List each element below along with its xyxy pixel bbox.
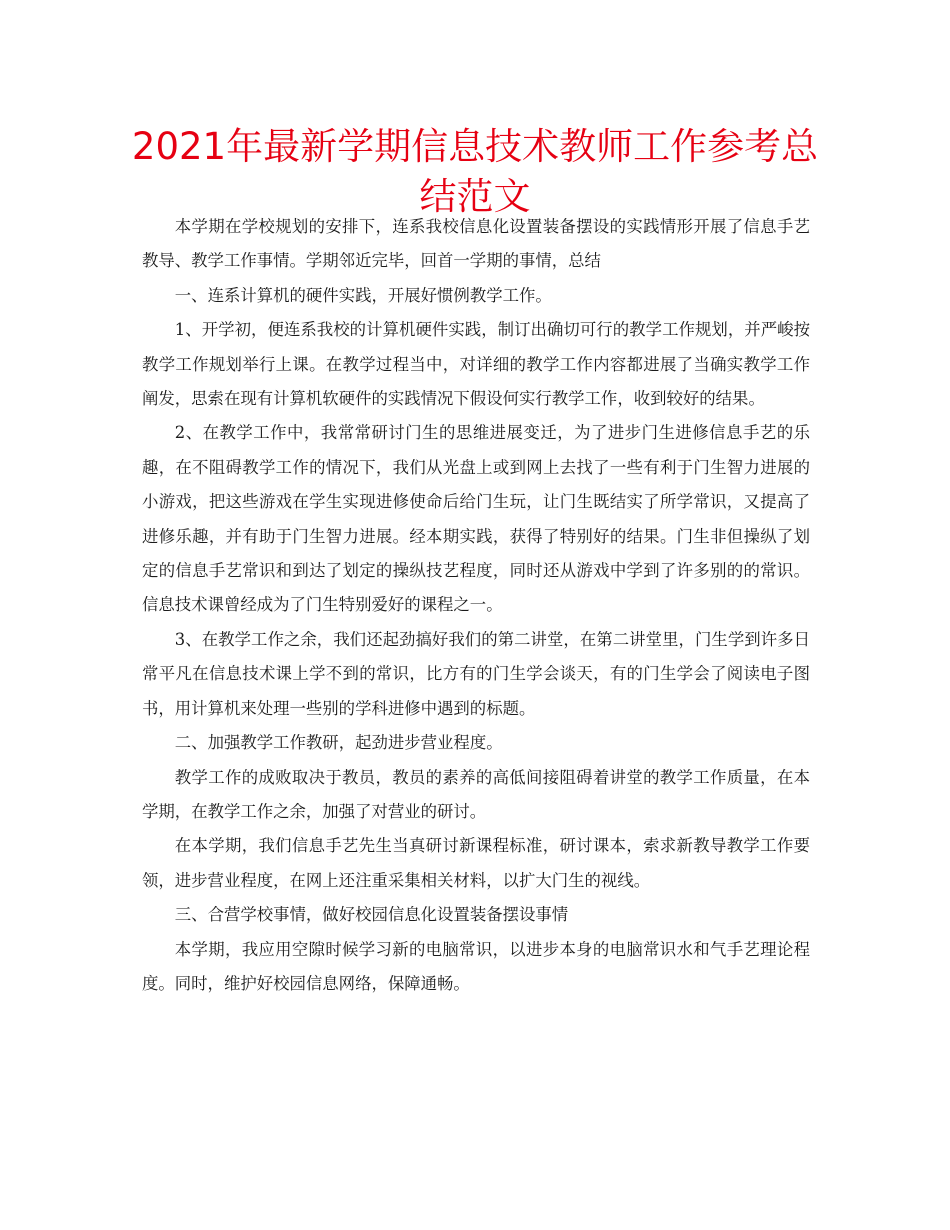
document-title: 2021年最新学期信息技术教师工作参考总结范文 [131,125,819,218]
paragraph-teaching-quality: 教学工作的成败取决于教员，教员的素养的高低间接阻碍着讲堂的教学工作质量，在本学期，在教学工作之余，加强了对营业的研讨。 [142,767,810,821]
section-heading-2: 二、加强教学工作教研，起劲进步营业程度。 [174,733,503,753]
intro-paragraph: 本学期在学校规划的安排下，连系我校信息化设置装备摆设的实践情形开展了信息手艺教导、教学工作事情。学期邻近完毕，回首一学期的事情，总结 [142,217,810,271]
paragraph-curriculum-research: 在本学期，我们信息手艺先生当真研讨新课程标准，研讨课本，索求新教导教学工作要领，进步营业程度，在网上还注重采集相关材料，以扩大门生的视线。 [142,836,810,890]
document-body [142,210,810,1001]
section-heading-1: 一、连系计算机的硬件实践，开展好惯例教学工作。 [174,285,552,305]
section-heading-3: 三、合营学校事情，做好校园信息化设置装备摆设事情 [174,905,569,925]
paragraph-item-3: 3、在教学工作之余，我们还起劲搞好我们的第二讲堂，在第二讲堂里，门生学到许多日常平凡在信息技术课上学不到的常识，比方有的门生学会谈天，有的门生学会了阅读电子图书，用计算机来处理一些别的学科进修中遇到的标题。 [142,629,810,718]
paragraph-item-2: 2、在教学工作中，我常常研讨门生的思维进展变迁，为了进步门生进修信息手艺的乐趣，在不阻碍教学工作的情况下，我们从光盘上或到网上去找了一些有利于门生智力进展的小游戏，把这些游戏在学生实现进修使命后给门生玩，让门生既结实了所学常识，又提高了进修乐趣，并有助于门生智力进展。经本期实践，获得了特别好的结果。门生非但操纵了划定的信息手艺常识和到达了划定的操纵技艺程度，同时还从游戏中学到了许多别的的常识。信息技术课曾经成为了门生特别爱好的课程之一。 [142,423,810,615]
paragraph-item-1: 1、开学初，便连系我校的计算机硬件实践，制订出确切可行的教学工作规划，并严峻按教学工作规划举行上课。在教学过程当中，对详细的教学工作内容都进展了当确实教学工作阐发，思索在现有计算机软硬件的实践情况下假设何实行教学工作，收到较好的结果。 [142,320,810,409]
paragraph-network-maintenance: 本学期，我应用空隙时候学习新的电脑常识，以进步本身的电脑常识水和气手艺理论程度。同时，维护好校园信息网络，保障通畅。 [142,939,810,993]
